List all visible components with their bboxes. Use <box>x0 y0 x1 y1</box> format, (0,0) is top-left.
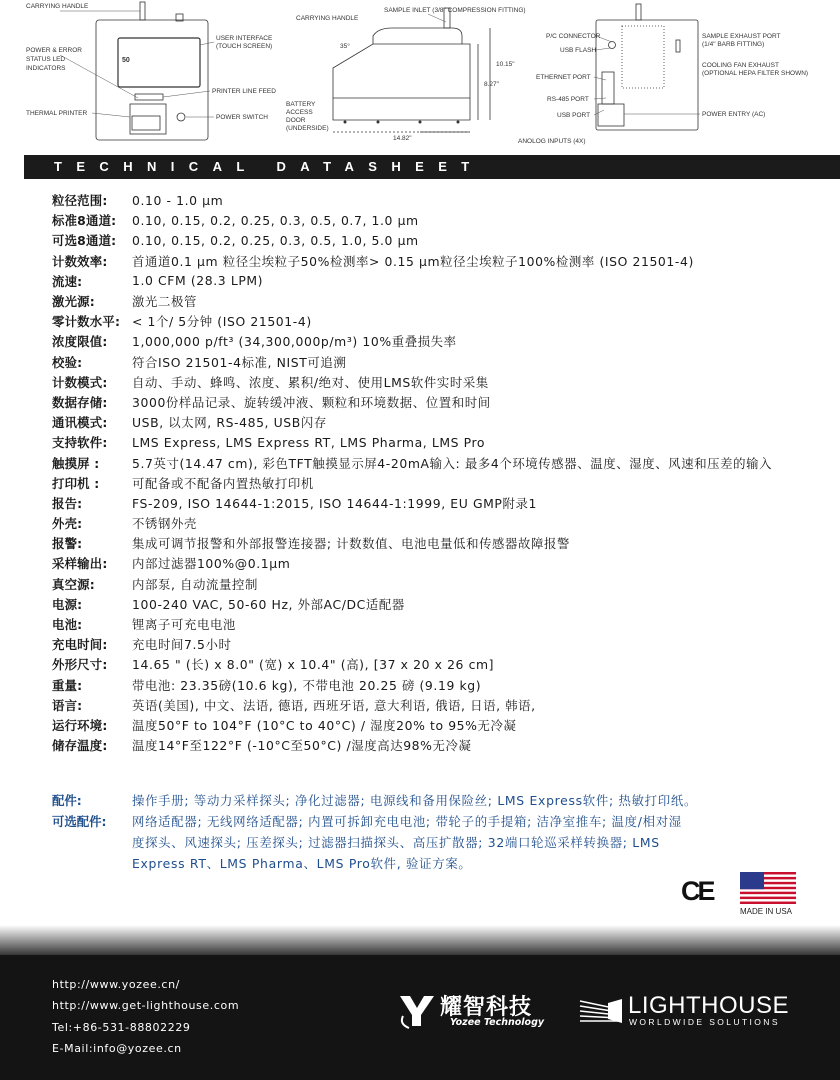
spec-value: 1,000,000 p/ft³ (34,300,000p/m³) 10%重叠损失率 <box>132 334 457 350</box>
spec-label: 打印机 : <box>52 475 100 491</box>
contact-email[interactable]: E-Mail:info@yozee.cn <box>52 1041 182 1055</box>
spec-value: 14.65 " (长) x 8.0" (宽) x 10.4" (高), [37 x 20 x 26 cm] <box>132 657 495 673</box>
spec-value: LMS Express, LMS Express RT, LMS Pharma, LMS Pro <box>132 434 486 450</box>
label-sample-inlet: SAMPLE INLET (3/8" COMPRESSION FITTING) <box>384 7 526 14</box>
spec-row <box>52 432 832 452</box>
spec-value: 首通道0.1 μm 粒径尘埃粒子50%检测率> 0.15 μm粒径尘埃粒子100%检测率 (ISO 21501-4) <box>132 253 694 269</box>
spec-label: 语言: <box>52 697 83 713</box>
label-battery-door-1: BATTERY <box>286 101 316 108</box>
spec-label: 重量: <box>52 677 83 693</box>
spec-row <box>52 614 832 634</box>
label-analog-inputs: ANOLOG INPUTS (4X) <box>518 138 586 145</box>
spec-row <box>52 331 832 351</box>
spacer <box>52 853 132 874</box>
label-power-switch: POWER SWITCH <box>216 114 268 121</box>
spec-label: 计数模式: <box>52 374 108 390</box>
lighthouse-name: LIGHTHOUSE <box>628 992 790 1019</box>
spec-row <box>52 190 832 210</box>
yozee-logo-icon <box>397 990 437 1030</box>
spec-value: 内部泵, 自动流量控制 <box>132 576 258 592</box>
spec-row <box>52 695 832 715</box>
spec-label: 报告: <box>52 495 83 511</box>
spec-row <box>52 634 832 654</box>
spec-row <box>52 210 832 230</box>
spec-label: 可选8通道: <box>52 233 117 249</box>
spec-row <box>52 594 832 614</box>
spec-row <box>52 412 832 432</box>
accessories-section <box>52 790 752 874</box>
spec-label: 通讯模式: <box>52 415 108 431</box>
spec-label: 运行环境: <box>52 717 108 733</box>
spec-row <box>52 230 832 250</box>
contact-url-lighthouse[interactable]: http://www.get-lighthouse.com <box>52 999 240 1013</box>
label-power-entry: POWER ENTRY (AC) <box>702 111 766 118</box>
optional-accessories-label: 可选配件: <box>52 814 107 829</box>
product-diagram <box>0 0 840 152</box>
optional-accessories-line-1: 网络适配器; 无线网络适配器; 内置可拆卸充电电池; 带轮子的手提箱; 洁净室推车; 温度/相对湿 <box>132 814 682 829</box>
spec-value: 温度50°F to 104°F (10°C to 40°C) / 湿度20% to 95%无冷凝 <box>132 717 517 733</box>
spec-label: 触摸屏 : <box>52 455 100 471</box>
spec-row <box>52 675 832 695</box>
spec-value: 锂离子可充电电池 <box>132 617 236 633</box>
spec-row <box>52 311 832 331</box>
spec-label: 计数效率: <box>52 253 108 269</box>
spec-label: 零计数水平: <box>52 314 121 330</box>
label-user-interface-1: USER INTERFACE <box>216 35 273 42</box>
spec-row <box>52 372 832 392</box>
spec-label: 流速: <box>52 273 83 289</box>
label-carrying-handle-side: CARRYING HANDLE <box>296 15 359 22</box>
spec-value: 0.10, 0.15, 0.2, 0.25, 0.3, 0.5, 0.7, 1.0 μm <box>132 212 419 228</box>
spec-row <box>52 533 832 553</box>
label-battery-door-2: ACCESS <box>286 109 313 116</box>
optional-accessories-line-3: Express RT、LMS Pharma、LMS Pro软件, 验证方案。 <box>132 856 472 871</box>
spec-row <box>52 715 832 735</box>
spec-value: 可配备或不配备内置热敏打印机 <box>132 475 314 491</box>
spec-label: 标准8通道: <box>52 213 117 229</box>
contact-tel: Tel:+86-531-88802229 <box>52 1020 191 1034</box>
spec-value: 英语(美国), 中文、法语, 德语, 西班牙语, 意大利语, 俄语, 日语, 韩语, <box>132 697 536 713</box>
spec-value: 内部过滤器100%@0.1μm <box>132 556 291 572</box>
spec-label: 充电时间: <box>52 637 108 653</box>
label-angle: 35° <box>340 43 350 50</box>
spec-label: 储存温度: <box>52 738 108 754</box>
label-thermal-printer: THERMAL PRINTER <box>26 110 88 117</box>
label-height-1: 10.15" <box>496 61 515 68</box>
spec-row <box>52 735 832 755</box>
spec-value: 0.10 - 1.0 μm <box>132 192 224 208</box>
optional-accessories-cont-2 <box>52 853 752 874</box>
spec-label: 浓度限值: <box>52 334 108 350</box>
label-battery-door-3: DOOR <box>286 117 306 124</box>
accessories-row <box>52 790 752 811</box>
spec-label: 外壳: <box>52 516 83 532</box>
spec-label: 报警: <box>52 536 83 552</box>
label-pc-connector: P/C CONNECTOR <box>546 33 601 40</box>
yozee-name-en: Yozee Technology <box>450 1017 545 1028</box>
ce-mark: CE <box>681 876 713 906</box>
accessories-label: 配件: <box>52 793 82 808</box>
spec-row <box>52 251 832 271</box>
spec-value: FS-209, ISO 14644-1:2015, ISO 14644-1:1999, EU GMP附录1 <box>132 495 537 511</box>
label-usb-port: USB PORT <box>557 112 591 119</box>
spec-value: 充电时间7.5小时 <box>132 637 232 653</box>
spec-label: 外形尺寸: <box>52 657 108 673</box>
optional-accessories-cont-1 <box>52 832 752 853</box>
spec-label: 数据存储: <box>52 394 108 410</box>
label-sample-exhaust-1: SAMPLE EXHAUST PORT <box>702 33 781 40</box>
spec-value: 自动、手动、蜂鸣、浓度、累积/绝对、使用LMS软件实时采集 <box>132 374 489 390</box>
spec-value: USB, 以太网, RS-485, USB闪存 <box>132 415 327 431</box>
spec-row <box>52 473 832 493</box>
spec-value: 100-240 VAC, 50-60 Hz, 外部AC/DC适配器 <box>132 596 405 612</box>
label-printer-line-feed: PRINTER LINE FEED <box>212 88 276 95</box>
contact-url-yozee[interactable]: http://www.yozee.cn/ <box>52 978 180 991</box>
spec-label: 支持软件: <box>52 435 108 451</box>
spec-label: 电源: <box>52 596 83 612</box>
banner-title: TECHNICAL DATASHEET <box>54 159 484 174</box>
spec-value: 温度14°F至122°F (-10°C至50°C) /湿度高达98%无冷凝 <box>132 738 472 754</box>
optional-accessories-row <box>52 811 752 832</box>
spec-value: 1.0 CFM (28.3 LPM) <box>132 273 264 289</box>
spec-value: 符合ISO 21501-4标准, NIST可追溯 <box>132 354 347 370</box>
back-view <box>596 4 698 130</box>
label-carrying-handle-front: CARRYING HANDLE <box>26 3 89 10</box>
spec-row <box>52 271 832 291</box>
yozee-name-cn: 耀智科技 <box>440 995 533 1020</box>
spec-value: 0.10, 0.15, 0.2, 0.25, 0.3, 0.5, 1.0, 5.0 μm <box>132 232 419 248</box>
spec-label: 采样输出: <box>52 556 108 572</box>
side-view <box>333 8 490 132</box>
spec-label: 真空源: <box>52 576 95 592</box>
spec-list <box>52 190 832 755</box>
label-rs485-port: RS-485 PORT <box>547 96 589 103</box>
technical-datasheet-banner <box>24 155 840 179</box>
made-in-usa: MADE IN USA <box>740 907 793 916</box>
spec-value: 3000份样品记录、旋转缓冲液、颗粒和环境数据、位置和时间 <box>132 394 491 410</box>
label-power-error-2: STATUS LED <box>26 56 66 63</box>
spec-label: 校验: <box>52 354 83 370</box>
spec-value: 带电池: 23.35磅(10.6 kg), 不带电池 20.25 磅 (9.19 kg) <box>132 677 482 693</box>
lighthouse-logo-icon <box>578 995 624 1027</box>
label-power-error-3: INDICATORS <box>26 65 66 72</box>
spec-label: 电池: <box>52 617 83 633</box>
lighthouse-tagline: WORLDWIDE SOLUTIONS <box>629 1017 780 1027</box>
label-length: 14.82" <box>393 135 412 142</box>
spec-row <box>52 654 832 674</box>
label-cooling-fan-2: (OPTIONAL HEPA FILTER SHOWN) <box>702 70 809 77</box>
spec-label: 激光源: <box>52 294 95 310</box>
spec-value: 激光二极管 <box>132 294 197 310</box>
label-battery-door-4: (UNDERSIDE) <box>286 125 329 132</box>
spec-value: 不锈钢外壳 <box>132 516 197 532</box>
spec-row <box>52 493 832 513</box>
label-cooling-fan-1: COOLING FAN EXHAUST <box>702 62 779 69</box>
spec-row <box>52 513 832 533</box>
spec-value: < 1个/ 5分钟 (ISO 21501-4) <box>132 314 312 330</box>
label-sample-exhaust-2: (1/4" BARB FITTING) <box>702 41 765 48</box>
spec-row <box>52 574 832 594</box>
spec-value: 5.7英寸(14.47 cm), 彩色TFT触摸显示屏4-20mA输入: 最多4个环境传感器、温度、湿度、风速和压差的输入 <box>132 455 773 471</box>
spec-row <box>52 392 832 412</box>
label-height-2: 8.27" <box>484 81 499 88</box>
optional-accessories-line-2: 度探头、风速探头; 压差探头; 过滤器扫描探头、高压扩散器; 32端口轮巡采样转换器; LMS <box>132 835 660 850</box>
spec-value: 集成可调节报警和外部报警连接器; 计数数值、电池电量低和传感器故障报警 <box>132 536 571 552</box>
spacer <box>52 832 132 853</box>
contact-info <box>52 978 239 1063</box>
us-flag-icon <box>740 872 796 904</box>
accessories-value: 操作手册; 等动力采样探头; 净化过滤器; 电源线和备用保险丝; LMS Express软件; 热敏打印纸。 <box>132 793 698 808</box>
label-user-interface-2: (TOUCH SCREEN) <box>216 43 273 50</box>
screen-value: 50 <box>122 57 130 64</box>
label-ethernet-port: ETHERNET PORT <box>536 74 591 81</box>
label-power-error-1: POWER & ERROR <box>26 47 82 54</box>
spec-label: 粒径范围: <box>52 193 108 209</box>
spec-row <box>52 352 832 372</box>
spec-row <box>52 553 832 573</box>
spec-row <box>52 452 832 472</box>
spec-row <box>52 291 832 311</box>
front-view <box>96 2 208 140</box>
label-usb-flash: USB FLASH <box>560 47 597 54</box>
